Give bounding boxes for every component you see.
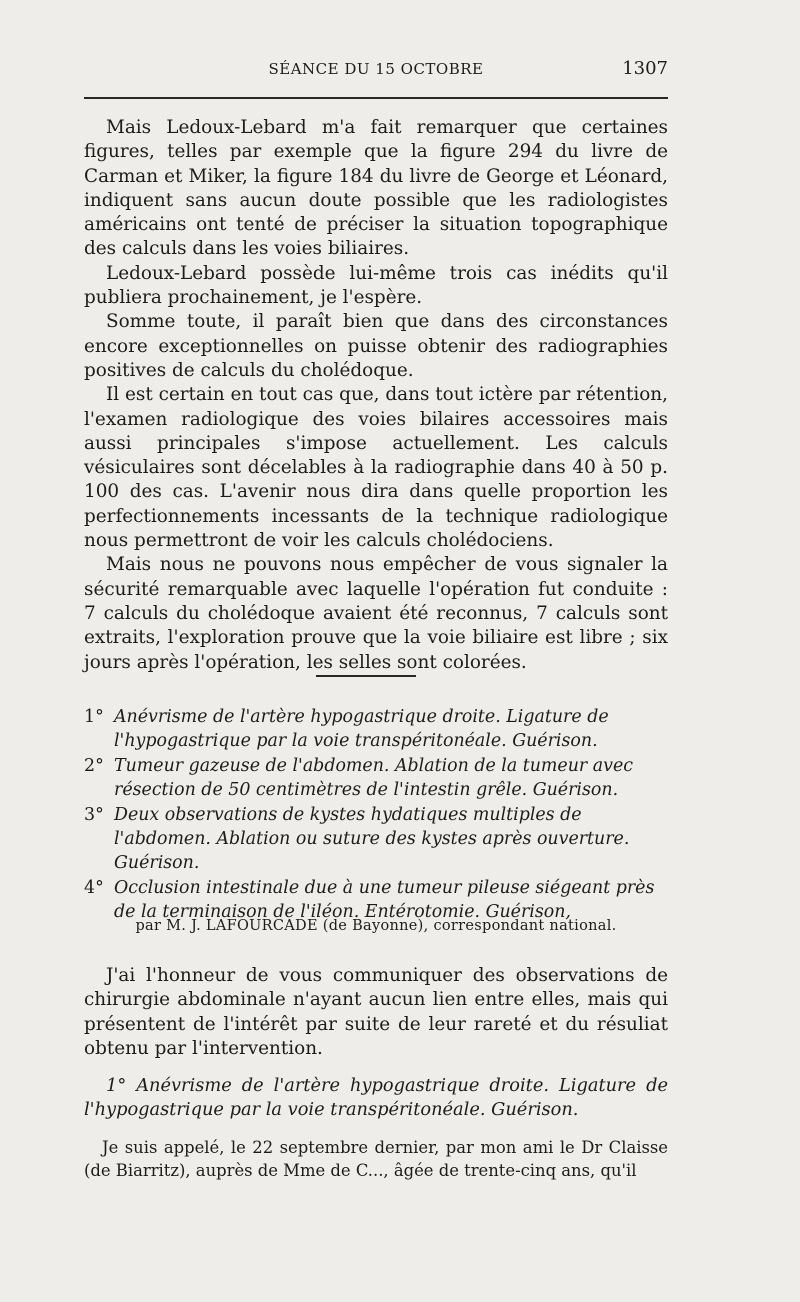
paragraph: Il est certain en tout cas que, dans tout ictère par rétention, l'examen radiologique des voies bilaires accessoires mais aussi principales s'impose actuellement. Les calculs vésiculaires sont décelables à la radiographie dans 40 à 50 p. 100 des cas. L'avenir nous dira dans quelle proportion les perfectionnements incessants de la technique radiologique nous permettront de voir les calculs cholédociens. <box>84 384 668 552</box>
item-number: 1° <box>84 707 104 727</box>
paragraph: J'ai l'honneur de vous communiquer des observations de chirurgie abdominale n'ayant aucun lien entre elles, mais qui présentent de l'intérêt par suite de leur rareté et du résuliat obtenu par l'intervention. <box>84 965 668 1059</box>
case-text <box>84 1136 668 1183</box>
author-line: par M. J. LAFOURCADE (de Bayonne), correspondant national. <box>135 918 617 934</box>
item-number: 3° <box>84 804 104 825</box>
item-number: 4° <box>84 877 104 898</box>
item-text: Anévrisme de l'artère hypogastrique droite. Ligature de l'hypogastrique par la voie transpéritonéale. Guérison. <box>114 707 609 752</box>
intro-text <box>84 964 668 1061</box>
contents-list <box>84 705 668 925</box>
paragraph: Somme toute, il paraît bien que dans des circonstances encore exceptionnelles on puisse obtenir des radiographies positives de calculs du cholédoque. <box>84 311 668 381</box>
section-divider <box>316 675 416 677</box>
main-text <box>84 116 668 675</box>
section-heading <box>84 1074 668 1123</box>
running-header <box>84 58 668 90</box>
item-text: Occlusion intestinale due à une tumeur pileuse siégeant près de la terminaison de l'iléon. Entérotomie. Guérison, <box>114 877 655 923</box>
page-number: 1307 <box>622 58 668 79</box>
item-number: 2° <box>84 755 104 776</box>
paragraph: Ledoux-Lebard possède lui-même trois cas inédits qu'il publiera prochainement, je l'espère. <box>84 262 668 309</box>
list-item <box>84 705 668 754</box>
section-heading-text: 1° Anévrisme de l'artère hypogastrique droite. Ligature de l'hypogastrique par la voie transpéritonéale. Guérison. <box>84 1075 668 1121</box>
list-item <box>84 803 668 876</box>
paragraph: Mais nous ne pouvons nous empêcher de vous signaler la sécurité remarquable avec laquelle l'opération fut conduite : 7 calculs du cholédoque avaient été reconnus, 7 calculs sont extraits, l'exploration prouve que la voie biliaire est libre ; six jours après l'opération, les selles sont colorées. <box>84 554 668 673</box>
paragraph: Je suis appelé, le 22 septembre dernier, par mon ami le Dr Claisse (de Biarritz), auprès de Mme de C..., âgée de trente-cinq ans, qu'il <box>84 1138 668 1181</box>
list-item <box>84 754 668 803</box>
item-text: Tumeur gazeuse de l'abdomen. Ablation de la tumeur avec résection de 50 centimètres de l'intestin grêle. Guérison. <box>114 755 633 801</box>
paragraph: Mais Ledoux-Lebard m'a fait remarquer que certaines figures, telles par exemple que la figure 294 du livre de Carman et Miker, la figure 184 du livre de George et Léonard, indiquent sans aucun doute possible que les radiologistes américains ont tenté de préciser la situation topographique des calculs dans les voies biliaires. <box>84 117 668 260</box>
item-text: Deux observations de kystes hydatiques multiples de l'abdomen. Ablation ou suture des kystes après ouverture. Guérison. <box>114 804 630 874</box>
header-rule <box>84 97 668 99</box>
running-title: SÉANCE DU 15 OCTOBRE <box>268 60 484 78</box>
